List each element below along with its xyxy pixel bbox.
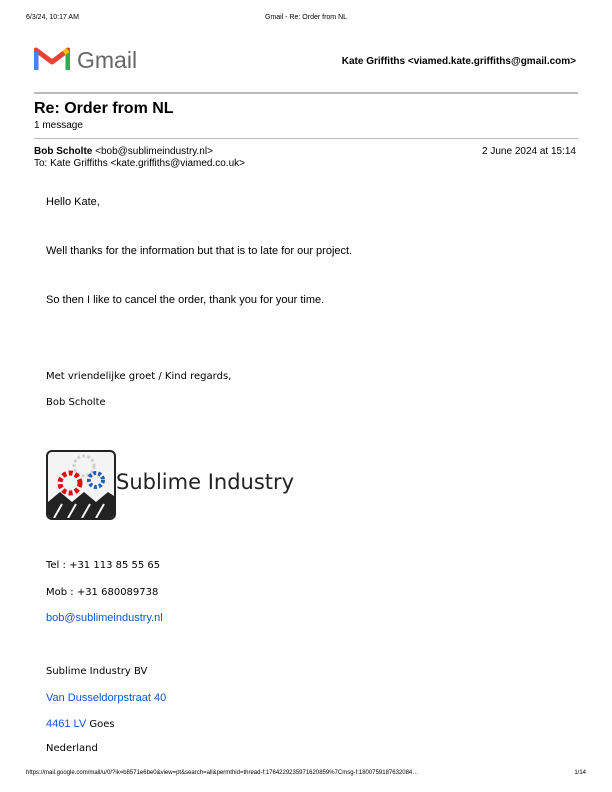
signature-email-link[interactable]: bob@sublimeindustry.nl <box>46 612 163 624</box>
header-divider <box>34 92 578 94</box>
print-footer-page: 1/14 <box>574 770 586 776</box>
body-line-1: Well thanks for the information but that is to late for our project. <box>46 245 353 257</box>
signature-mob: Mob : +31 680089738 <box>46 587 159 598</box>
signature-postcode-link[interactable]: 4461 LV <box>46 718 87 730</box>
subject-divider <box>34 138 578 139</box>
sender-name: Bob Scholte <box>34 146 93 157</box>
signature-street-link[interactable]: Van Dusseldorpstraat 40 <box>46 692 167 704</box>
signature-name: Bob Scholte <box>46 397 106 408</box>
sender-email: <bob@sublimeindustry.nl> <box>95 146 213 157</box>
thread-subject: Re: Order from NL <box>34 100 174 117</box>
signature-country: Nederland <box>46 743 98 754</box>
message-date: 2 June 2024 at 15:14 <box>482 146 576 157</box>
sublime-industry-logo-text: Sublime Industry <box>116 470 295 494</box>
sender <box>34 146 213 157</box>
signature-city: Goes <box>89 719 115 730</box>
signature-regards: Met vriendelijke groet / Kind regards, <box>46 371 232 382</box>
body-line-2: So then I like to cancel the order, thank you for your time. <box>46 294 325 306</box>
account-label: Kate Griffiths <viamed.kate.griffiths@gmail.com> <box>341 56 576 67</box>
print-page-title: Gmail - Re: Order from NL <box>264 14 348 21</box>
print-datetime: 6/3/24, 10:17 AM <box>26 14 79 21</box>
sublime-industry-logo <box>46 450 116 520</box>
gmail-wordmark: Gmail <box>77 47 138 73</box>
body-greeting: Hello Kate, <box>46 196 100 208</box>
signature-tel: Tel : +31 113 85 55 65 <box>46 560 161 571</box>
gmail-logo-icon <box>34 44 70 77</box>
message-count: 1 message <box>34 120 83 131</box>
recipient: To: Kate Griffiths <kate.griffiths@viamed.co.uk> <box>34 158 245 169</box>
print-footer-url: https://mail.google.com/mail/u/0/?ik=b8571e6be0&view=pt&search=all&permthid=thread-f:1764229235971620859%7Cmsg-f:1800759187632084… <box>26 770 419 776</box>
signature-company: Sublime Industry BV <box>46 666 148 677</box>
